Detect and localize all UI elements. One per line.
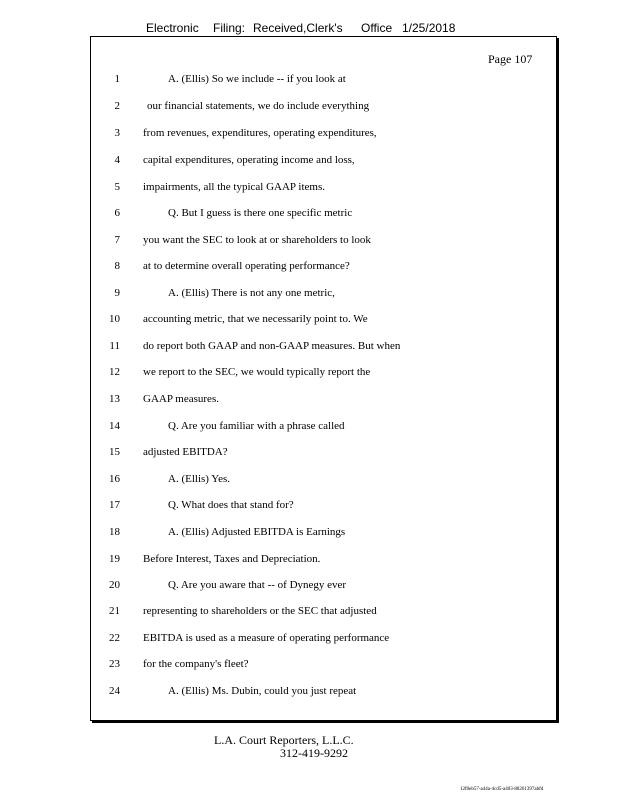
transcript-line: Before Interest, Taxes and Depreciation. xyxy=(143,553,321,565)
document-id: 12f0eb57-a44a-4cd5-a403-88261397abfd xyxy=(460,787,544,792)
filing-header-word: Electronic xyxy=(146,21,199,35)
line-number: 24 xyxy=(109,685,120,697)
transcript-line: impairments, all the typical GAAP items. xyxy=(143,181,325,193)
line-number: 15 xyxy=(109,446,120,458)
line-number: 4 xyxy=(114,154,120,166)
court-reporter-name: L.A. Court Reporters, L.L.C. xyxy=(214,733,354,747)
line-number: 16 xyxy=(109,473,120,485)
transcript-line: we report to the SEC, we would typically report the xyxy=(143,366,371,378)
transcript-line: GAAP measures. xyxy=(143,393,219,405)
transcript-line: A. (Ellis) So we include -- if you look at xyxy=(168,73,346,85)
line-number: 23 xyxy=(109,658,120,670)
transcript-line: Q. Are you aware that -- of Dynegy ever xyxy=(168,579,347,591)
transcript-line: Q. Are you familiar with a phrase called xyxy=(168,420,345,432)
line-number: 1 xyxy=(114,73,120,85)
transcript-line: A. (Ellis) Yes. xyxy=(168,473,231,485)
line-number: 18 xyxy=(109,526,120,538)
filing-header-word: Received,Clerk's xyxy=(253,21,343,35)
transcript-line: our financial statements, we do include everything xyxy=(147,100,370,112)
transcript-line: do report both GAAP and non-GAAP measures. But when xyxy=(143,340,401,352)
transcript-line: adjusted EBITDA? xyxy=(143,446,228,458)
transcript-line: Q. But I guess is there one specific metric xyxy=(168,207,353,219)
line-number: 8 xyxy=(114,260,120,272)
filing-header-word: Office xyxy=(361,21,393,35)
line-number: 12 xyxy=(109,366,120,378)
line-number: 20 xyxy=(109,579,120,591)
transcript-line: for the company's fleet? xyxy=(143,658,249,670)
transcript-line: accounting metric, that we necessarily point to. We xyxy=(143,313,368,325)
line-number: 17 xyxy=(109,499,120,511)
page-number: Page 107 xyxy=(488,52,533,66)
transcript-line: at to determine overall operating performance? xyxy=(143,260,350,272)
line-number: 2 xyxy=(114,100,120,112)
line-number: 6 xyxy=(114,207,120,219)
filing-header-date: 1/25/2018 xyxy=(402,21,456,35)
line-number: 7 xyxy=(114,234,120,246)
line-number: 10 xyxy=(109,313,120,325)
transcript-line: A. (Ellis) Ms. Dubin, could you just repeat xyxy=(168,685,357,697)
transcript-line: A. (Ellis) Adjusted EBITDA is Earnings xyxy=(168,526,346,538)
line-number: 14 xyxy=(109,420,120,432)
transcript-line: A. (Ellis) There is not any one metric, xyxy=(168,287,335,299)
line-number: 3 xyxy=(114,127,120,139)
line-number: 22 xyxy=(109,632,120,644)
line-number: 5 xyxy=(114,181,120,193)
filing-header-word: Filing: xyxy=(213,21,246,35)
line-number: 19 xyxy=(109,553,120,565)
line-number: 11 xyxy=(109,340,120,352)
transcript-line: EBITDA is used as a measure of operating performance xyxy=(143,632,390,644)
line-number: 21 xyxy=(109,605,120,617)
transcript-line: you want the SEC to look at or shareholders to look xyxy=(143,234,371,246)
transcript-line: Q. What does that stand for? xyxy=(168,499,294,511)
court-reporter-phone: 312-419-9292 xyxy=(280,746,348,760)
transcript-line: from revenues, expenditures, operating expenditures, xyxy=(143,127,377,139)
transcript-line: representing to shareholders or the SEC that adjusted xyxy=(143,605,377,617)
line-number: 9 xyxy=(114,287,120,299)
line-number: 13 xyxy=(109,393,120,405)
transcript-line: capital expenditures, operating income and loss, xyxy=(143,154,355,166)
